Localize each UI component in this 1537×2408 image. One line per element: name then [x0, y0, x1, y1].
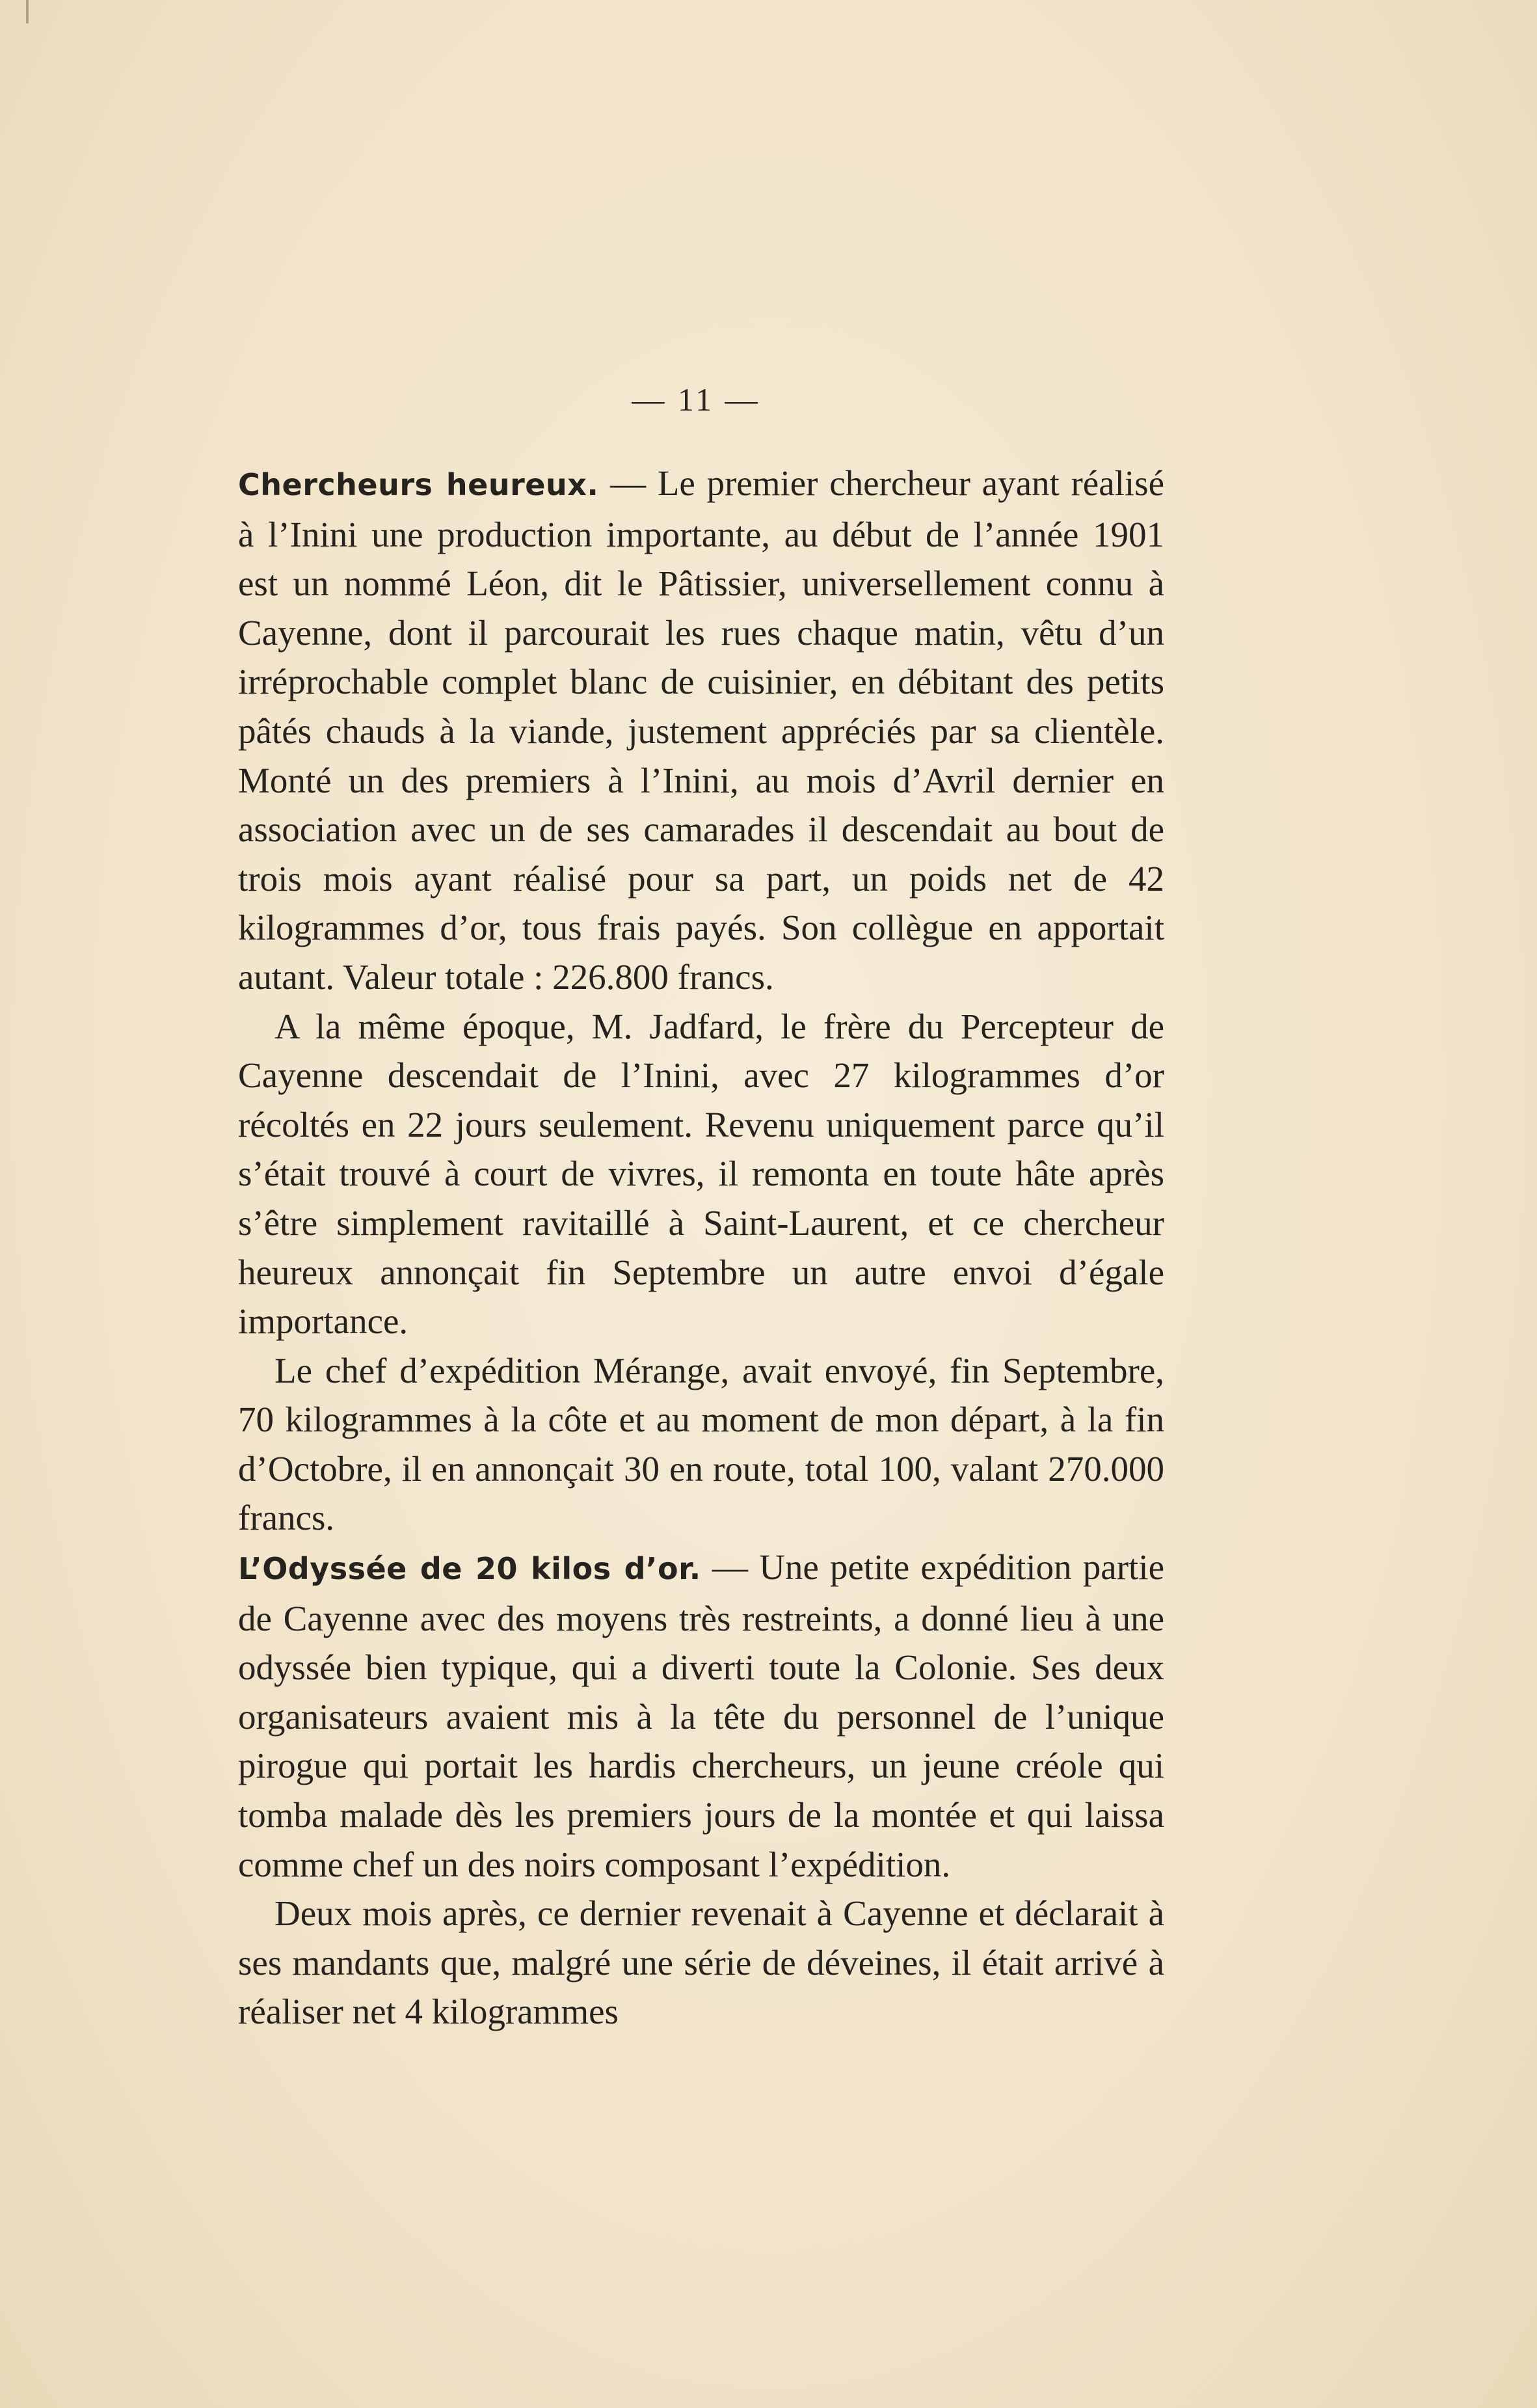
paragraph-text: Deux mois après, ce dernier revenait à Cayenne et déclarait à ses mandants que, malgré une série de déveines, il était arrivé à réaliser net 4 kilogrammes [238, 1893, 1164, 2032]
body-text [238, 459, 1164, 2036]
paragraph-text: Le chef d’expédition Mérange, avait envoyé, fin Septembre, 70 kilogrammes à la côte et au moment de mon départ, à la fin d’Octobre, il en annonçait 30 en route, total 100, valant 270.000 francs. [238, 1350, 1164, 1538]
paragraph-deux-mois [238, 1889, 1164, 2036]
margin-mark [26, 0, 29, 23]
paragraph-chercheurs-heureux [238, 459, 1164, 1002]
paragraph-odyssee [238, 1543, 1164, 1889]
paragraph-text: — Une petite expédition partie de Cayenne avec des moyens très restreints, a donné lieu à une odyssée bien typique, qui a diverti toute la Colonie. Ses deux organisateurs avaient mis à la tête du personnel de l’unique pirogue qui portait les hardis chercheurs, un jeune créole qui tomba malade dès les premiers jours de la montée et qui laissa comme chef un des noirs composant l’expédition. [238, 1547, 1164, 1884]
paragraph-jadfard [238, 1002, 1164, 1346]
paragraph-heading: L’Odyssée de 20 kilos d’or. [238, 1551, 701, 1587]
paragraph-text: A la même époque, M. Jadfard, le frère du Percepteur de Cayenne descendait de l’Inini, avec 27 kilogrammes d’or récoltés en 22 jours seulement. Revenu uniquement parce qu’il s’était trouvé à court de vivres, il remonta en toute hâte après s’être simplement ravitaillé à Saint-Laurent, et ce chercheur heureux annonçait fin Septembre un autre envoi d’égale importance. [238, 1006, 1164, 1342]
page-number: — 11 — [632, 381, 760, 418]
paragraph-heading: Chercheurs heureux. [238, 467, 599, 502]
paragraph-text: — Le premier chercheur ayant réalisé à l’Inini une production importante, au début de l’année 1901 est un nommé Léon, dit le Pâtissier, universellement connu à Cayenne, dont il parcourait les rues chaque matin, vêtu d’un irréprochable complet blanc de cuisinier, en débitant des petits pâtés chauds à la viande, justement appréciés par sa clientèle. Monté un des premiers à l’Inini, au mois d’Avril dernier en association avec un de ses camarades il descendait au bout de trois mois ayant réalisé pour sa part, un poids net de 42 kilogrammes d’or, tous frais payés. Son collègue en apportait autant. Valeur totale : 226.800 francs. [238, 463, 1164, 997]
paragraph-merange [238, 1346, 1164, 1543]
